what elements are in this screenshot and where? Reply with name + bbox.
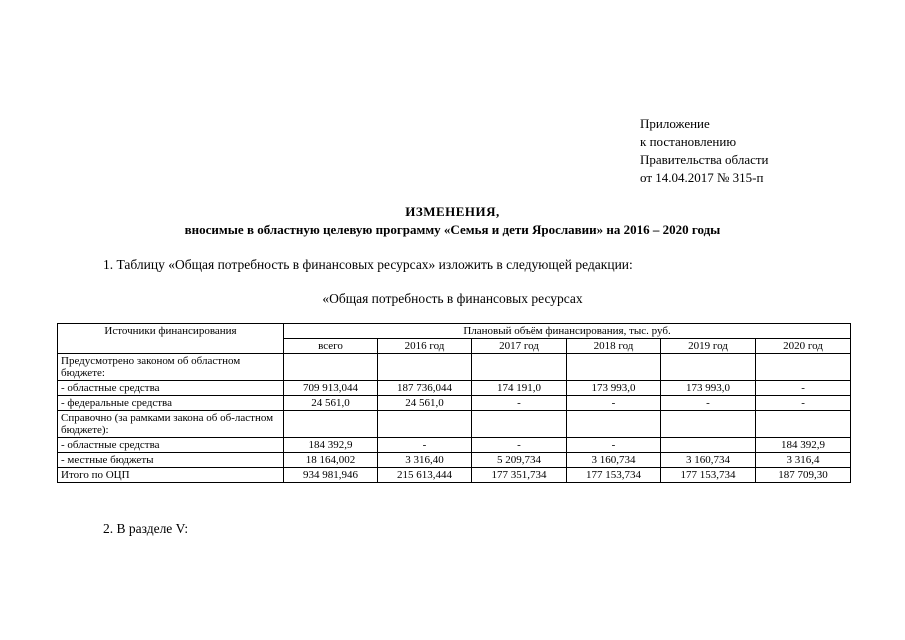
paragraph-2: 2. В разделе V: (103, 521, 189, 536)
table-cell: - (567, 396, 661, 411)
table-cell (378, 411, 472, 438)
table-cell (756, 411, 851, 438)
row-label: - местные бюджеты (58, 453, 284, 468)
table-cell (567, 354, 661, 381)
table-cell: 187 736,044 (378, 381, 472, 396)
table-cell: 709 913,044 (284, 381, 378, 396)
table-cell: - (661, 396, 756, 411)
column-header: 2016 год (378, 339, 472, 354)
row-label: - областные средства (58, 381, 284, 396)
financing-table (57, 323, 851, 483)
table-cell: - (472, 438, 567, 453)
row-label: - областные средства (58, 438, 284, 453)
column-header: 2018 год (567, 339, 661, 354)
table-row (58, 381, 851, 396)
table-row (58, 468, 851, 483)
table-cell: - (756, 381, 851, 396)
table-cell (661, 411, 756, 438)
table-cell (661, 354, 756, 381)
table-cell: 177 351,734 (472, 468, 567, 483)
table-cell: 24 561,0 (378, 396, 472, 411)
table-cell (567, 411, 661, 438)
table-header-row (58, 324, 851, 339)
table-cell: 187 709,30 (756, 468, 851, 483)
row-label: - федеральные средства (58, 396, 284, 411)
table-cell: - (567, 438, 661, 453)
table-cell: - (756, 396, 851, 411)
appendix-line: Приложение (640, 116, 710, 131)
table-cell: 177 153,734 (661, 468, 756, 483)
table-cell: - (378, 438, 472, 453)
table-cell: 18 164,002 (284, 453, 378, 468)
document-title: ИЗМЕНЕНИЯ, (405, 204, 500, 219)
table-row (58, 354, 851, 381)
table-cell (472, 354, 567, 381)
table-cell: 184 392,9 (756, 438, 851, 453)
column-header: 2017 год (472, 339, 567, 354)
table-cell: 184 392,9 (284, 438, 378, 453)
table-row (58, 411, 851, 438)
table-row (58, 453, 851, 468)
table-cell (284, 411, 378, 438)
table-cell: - (472, 396, 567, 411)
table-cell: 177 153,734 (567, 468, 661, 483)
table-cell: 173 993,0 (661, 381, 756, 396)
table-cell: 3 160,734 (661, 453, 756, 468)
table-cell: 3 316,40 (378, 453, 472, 468)
row-label: Справочно (за рамками закона об об-ластном бюджете): (58, 411, 284, 438)
table-cell: 3 160,734 (567, 453, 661, 468)
appendix-block (640, 115, 769, 187)
paragraph-1: 1. Таблицу «Общая потребность в финансовых ресурсах» изложить в следующей редакции: (103, 257, 633, 272)
appendix-line: к постановлению (640, 134, 737, 149)
table-cell: 24 561,0 (284, 396, 378, 411)
row-label: Предусмотрено законом об областном бюджете: (58, 354, 284, 381)
table-title: «Общая потребность в финансовых ресурсах (322, 291, 583, 306)
table-cell (378, 354, 472, 381)
document-heading (0, 203, 905, 239)
appendix-line: Правительства области (640, 152, 769, 167)
table-row (58, 438, 851, 453)
table-cell: 5 209,734 (472, 453, 567, 468)
table-cell: 173 993,0 (567, 381, 661, 396)
column-header: 2019 год (661, 339, 756, 354)
appendix-line: от 14.04.2017 № 315-п (640, 170, 764, 185)
table-cell (756, 354, 851, 381)
row-label: Итого по ОЦП (58, 468, 284, 483)
table-cell: 174 191,0 (472, 381, 567, 396)
table-cell (284, 354, 378, 381)
header-plan: Плановый объём финансирования, тыс. руб. (284, 324, 851, 339)
table-cell: 215 613,444 (378, 468, 472, 483)
table-cell: 934 981,946 (284, 468, 378, 483)
column-header: всего (284, 339, 378, 354)
table-cell (661, 438, 756, 453)
table-cell: 3 316,4 (756, 453, 851, 468)
document-subtitle: вносимые в областную целевую программу «Семья и дети Ярославии» на 2016 – 2020 годы (184, 222, 721, 237)
column-header: 2020 год (756, 339, 851, 354)
table-row (58, 396, 851, 411)
header-source: Источники финансирования (58, 324, 284, 354)
table-cell (472, 411, 567, 438)
